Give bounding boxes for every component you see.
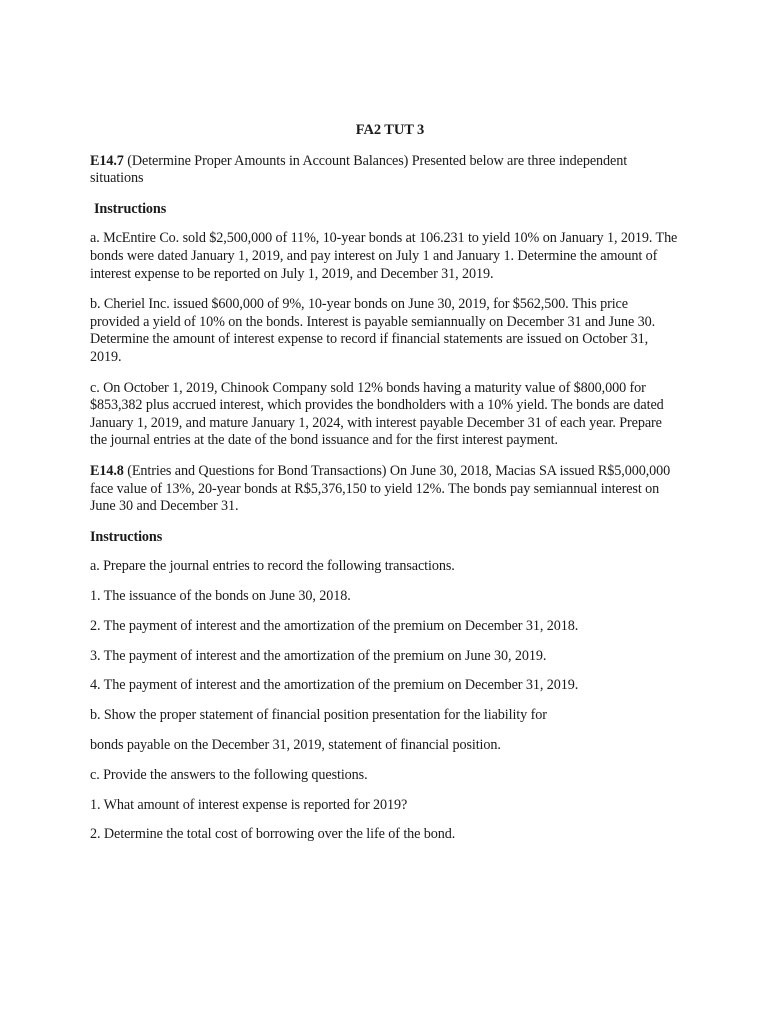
- e148-intro-paragraph: [90, 463, 680, 516]
- e148-line-c1: 1. What amount of interest expense is reported for 2019?: [90, 796, 408, 813]
- e147-intro-text: (Determine Proper Amounts in Account Balances) Presented below are three independent situations: [90, 152, 628, 187]
- e148-intro-text: (Entries and Questions for Bond Transactions) On June 30, 2018, Macias SA issued R$5,000,000 face value of 13%, 20-year bonds at R$5,376,150 to yield 12%. The bonds pay semiannual interest on June 30 and December 31.: [90, 462, 671, 515]
- e147-intro-paragraph: [90, 153, 680, 188]
- e148-line-a: a. Prepare the journal entries to record the following transactions.: [90, 558, 455, 575]
- e148-line-b-cont: bonds payable on the December 31, 2019, statement of financial position.: [90, 736, 501, 753]
- e147-item-c: c. On October 1, 2019, Chinook Company sold 12% bonds having a maturity value of $800,000 for $853,382 plus accrued interest, which provides the bondholders with a 10% yield. The bonds are dated January 1, 2019, and mature January 1, 2024, with interest payable December 31 of each year. Prepare the journal entries at the date of the bond issuance and for the first interest payment.: [90, 379, 664, 449]
- e147-code: E14.7: [90, 152, 124, 169]
- e148-line-a2: 2. The payment of interest and the amortization of the premium on December 31, 2018.: [90, 617, 579, 634]
- document-content: [90, 122, 680, 856]
- e148-line-a4: 4. The payment of interest and the amortization of the premium on December 31, 2019.: [90, 677, 579, 694]
- e147-item-b: b. Cheriel Inc. issued $600,000 of 9%, 10-year bonds on June 30, 2019, for $562,500. This price provided a yield of 10% on the bonds. Interest is payable semiannually on December 31 and June 30. Determine the amount of interest expense to record if financial statements are issued on October 31, 2019.: [90, 296, 656, 365]
- e147-instructions-heading: Instructions: [94, 200, 167, 217]
- e148-line-b: b. Show the proper statement of financial position presentation for the liability for: [90, 707, 547, 724]
- e148-instructions-heading: Instructions: [90, 528, 163, 545]
- e148-line-a3: 3. The payment of interest and the amortization of the premium on June 30, 2019.: [90, 647, 547, 664]
- document-title: FA2 TUT 3: [355, 122, 425, 138]
- e147-item-a: a. McEntire Co. sold $2,500,000 of 11%, 10-year bonds at 106.231 to yield 10% on January 1, 2019. The bonds were dated January 1, 2019, and pay interest on July 1 and January 1. Determine the amount of interest expense to be reported on July 1, 2019, and December 31, 2019.: [90, 230, 678, 282]
- e148-line-c: c. Provide the answers to the following questions.: [90, 766, 368, 783]
- e148-code: E14.8: [90, 462, 124, 479]
- e148-line-c2: 2. Determine the total cost of borrowing over the life of the bond.: [90, 826, 456, 843]
- e148-line-a1: 1. The issuance of the bonds on June 30, 2018.: [90, 588, 351, 605]
